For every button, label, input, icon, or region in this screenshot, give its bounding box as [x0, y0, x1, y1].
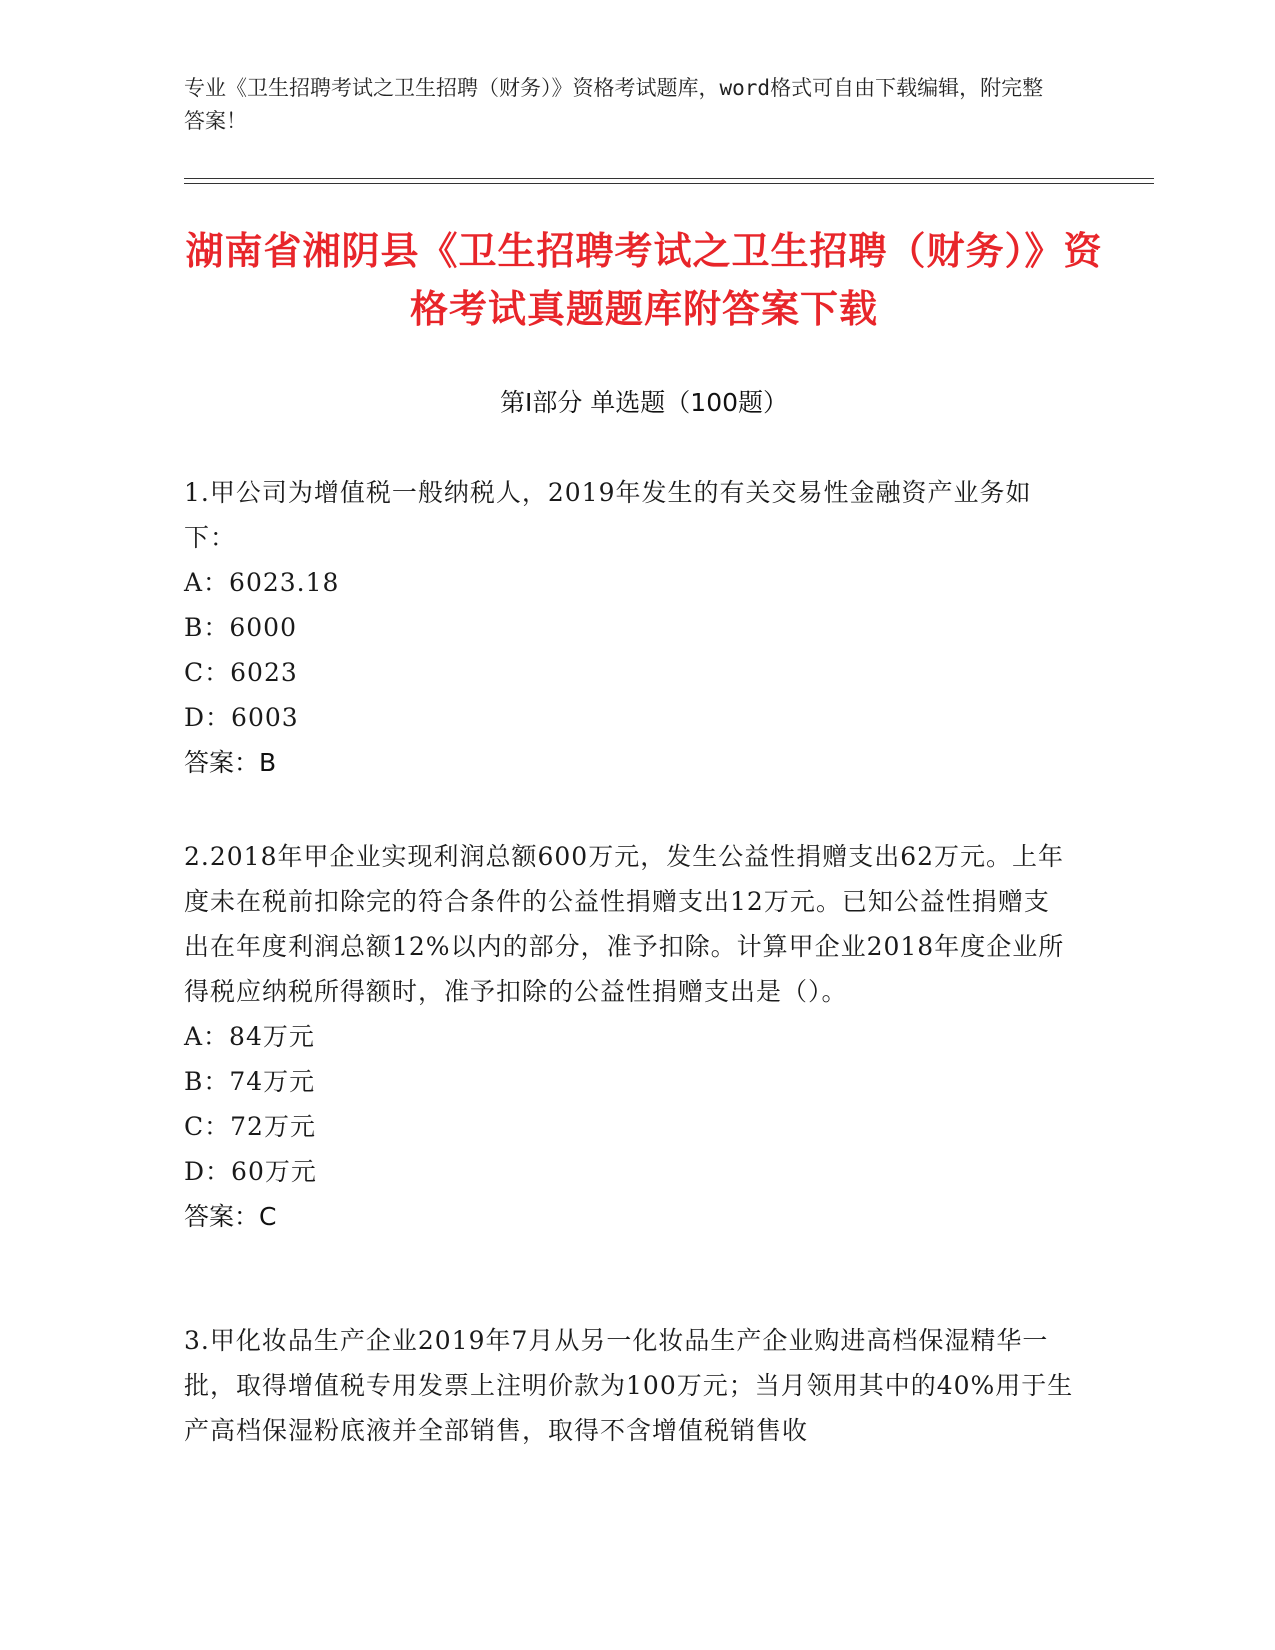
header-divider-top [184, 178, 1154, 179]
option-c: C：72万元 [184, 1112, 316, 1141]
question-2 [184, 834, 1074, 1239]
question-text: 2.2018年甲企业实现利润总额600万元，发生公益性捐赠支出62万元。上年度未在税前扣除完的符合条件的公益性捐赠支出12万元。已知公益性捐赠支出在年度利润总额12%以内的部分，准予扣除。计算甲企业2018年度企业所得税应纳税所得额时，准予扣除的公益性捐赠支出是（）。 [184, 842, 1065, 1006]
section-heading: 第I部分 单选题（100题） [499, 388, 789, 417]
question-text: 3.甲化妆品生产企业2019年7月从另一化妆品生产企业购进高档保湿精华一批，取得增值税专用发票上注明价款为100万元；当月领用其中的40%用于生产高档保湿粉底液并全部销售，取得不含增值税销售收 [184, 1326, 1074, 1445]
document-title: 湖南省湘阴县《卫生招聘考试之卫生招聘（财务）》资格考试真题题库附答案下载 [185, 229, 1103, 331]
option-b: B：74万元 [184, 1067, 316, 1096]
option-c: C：6023 [184, 658, 298, 687]
answer: 答案：C [184, 1202, 277, 1231]
option-d: D：60万元 [184, 1157, 317, 1186]
option-d: D：6003 [184, 703, 299, 732]
option-a: A：6023.18 [184, 568, 340, 597]
header-note: 专业《卫生招聘考试之卫生招聘（财务）》资格考试题库，word格式可自由下载编辑，附完整答案！ [184, 76, 1044, 133]
option-a: A：84万元 [184, 1022, 315, 1051]
header-divider-bottom [184, 183, 1154, 184]
question-text: 1.甲公司为增值税一般纳税人，2019年发生的有关交易性金融资产业务如下： [184, 478, 1032, 552]
answer: 答案：B [184, 748, 277, 777]
option-b: B：6000 [184, 613, 297, 642]
question-3 [184, 1318, 1074, 1453]
question-1 [184, 470, 1074, 785]
